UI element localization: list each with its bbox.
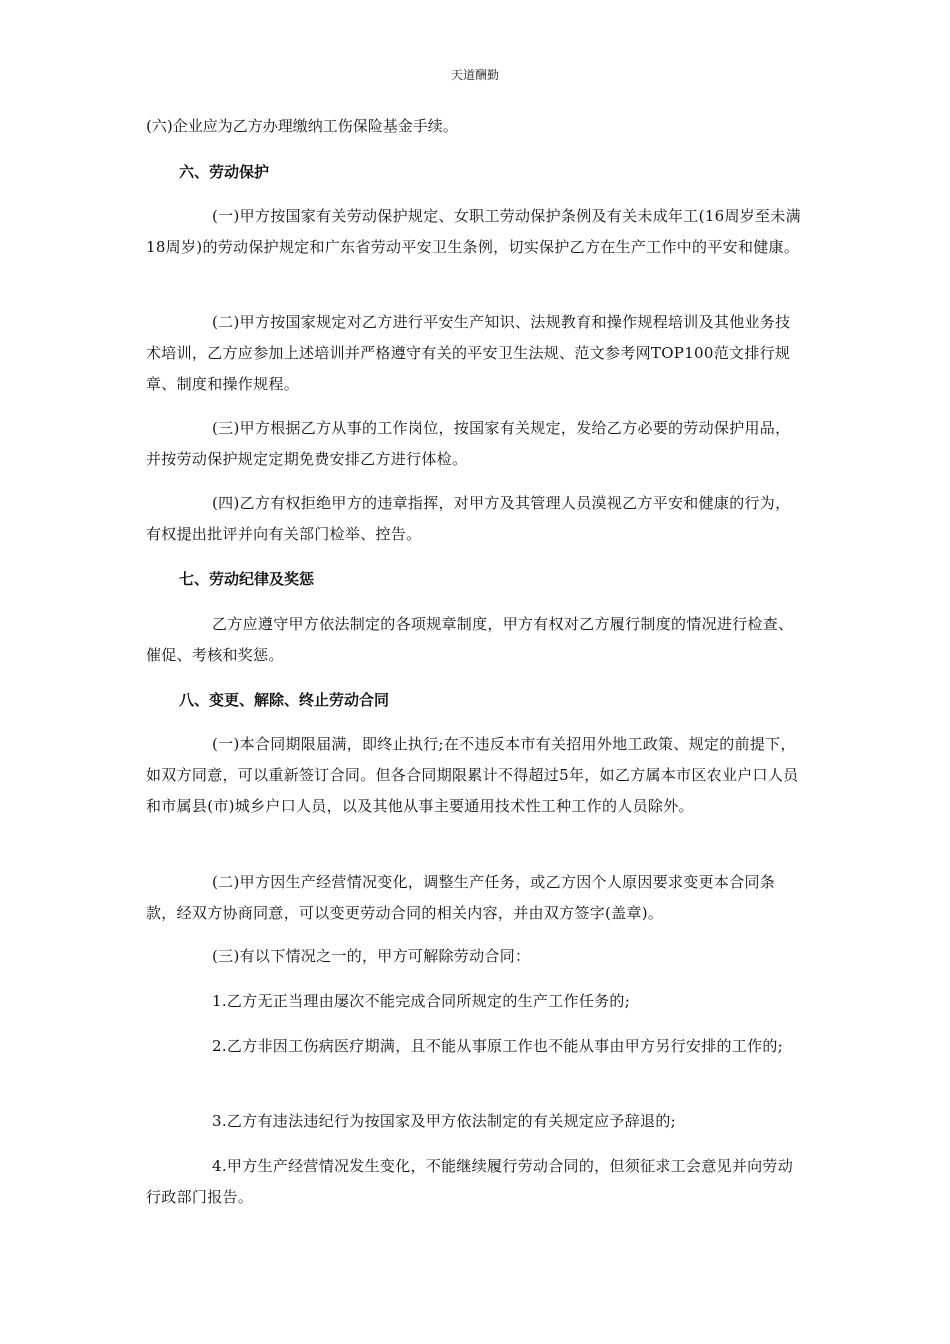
paragraph: (二)甲方因生产经营情况变化，调整生产任务，或乙方因个人原因要求变更本合同条款，经双方协商同意，可以变更劳动合同的相关内容，并由双方签字(盖章)。 (146, 873, 776, 922)
paragraph: (二)甲方按国家规定对乙方进行平安生产知识、法规教育和操作规程培训及其他业务技术培训，乙方应参加上述培训并严格遵守有关的平安卫生法规、范文参考网TOP100范文排行规章、制度和操作规程。 (146, 313, 791, 393)
list-item: 4.甲方生产经营情况发生变化，不能继续履行劳动合同的，但须征求工会意见并向劳动行政部门报告。 (146, 1157, 794, 1206)
list-item: 1.乙方无正当理由屡次不能完成合同所规定的生产工作任务的; (212, 992, 631, 1010)
section-heading: 七、劳动纪律及奖惩 (179, 570, 315, 588)
paragraph: (三)有以下情况之一的，甲方可解除劳动合同： (212, 947, 531, 965)
section-heading: 八、变更、解除、终止劳动合同 (179, 691, 390, 709)
paragraph: (三)甲方根据乙方从事的工作岗位，按国家有关规定，发给乙方必要的劳动保护用品，并按劳动保护规定定期免费安排乙方进行体检。 (146, 419, 791, 468)
paragraph: (一)本合同期限届满，即终止执行;在不违反本市有关招用外地工政策、规定的前提下，如双方同意，可以重新签订合同。但各合同期限累计不得超过5年，如乙方属本市区农业户口人员和市属县(市)城乡户口人员，以及其他从事主要通用技术性工种工作的人员除外。 (146, 735, 799, 815)
list-item: 3.乙方有违法违纪行为按国家及甲方依法制定的有关规定应予辞退的; (212, 1112, 676, 1130)
paragraph: 乙方应遵守甲方依法制定的各项规章制度，甲方有权对乙方履行制度的情况进行检查、催促、考核和奖惩。 (146, 615, 794, 664)
section-heading: 六、劳动保护 (179, 163, 270, 181)
page-header: 天道酬勤 (450, 68, 499, 82)
paragraph: (一)甲方按国家有关劳动保护规定、女职工劳动保护条例及有关未成年工(16周岁至未满18周岁)的劳动保护规定和广东省劳动平安卫生条例，切实保护乙方在生产工作中的平安和健康。 (146, 207, 801, 256)
paragraph: (六)企业应为乙方办理缴纳工伤保险基金手续。 (146, 117, 458, 135)
list-item: 2.乙方非因工伤病医疗期满，且不能从事原工作也不能从事由甲方另行安排的工作的; (212, 1037, 784, 1055)
paragraph: (四)乙方有权拒绝甲方的违章指挥，对甲方及其管理人员漠视乙方平安和健康的行为，有权提出批评并向有关部门检举、控告。 (146, 494, 791, 543)
